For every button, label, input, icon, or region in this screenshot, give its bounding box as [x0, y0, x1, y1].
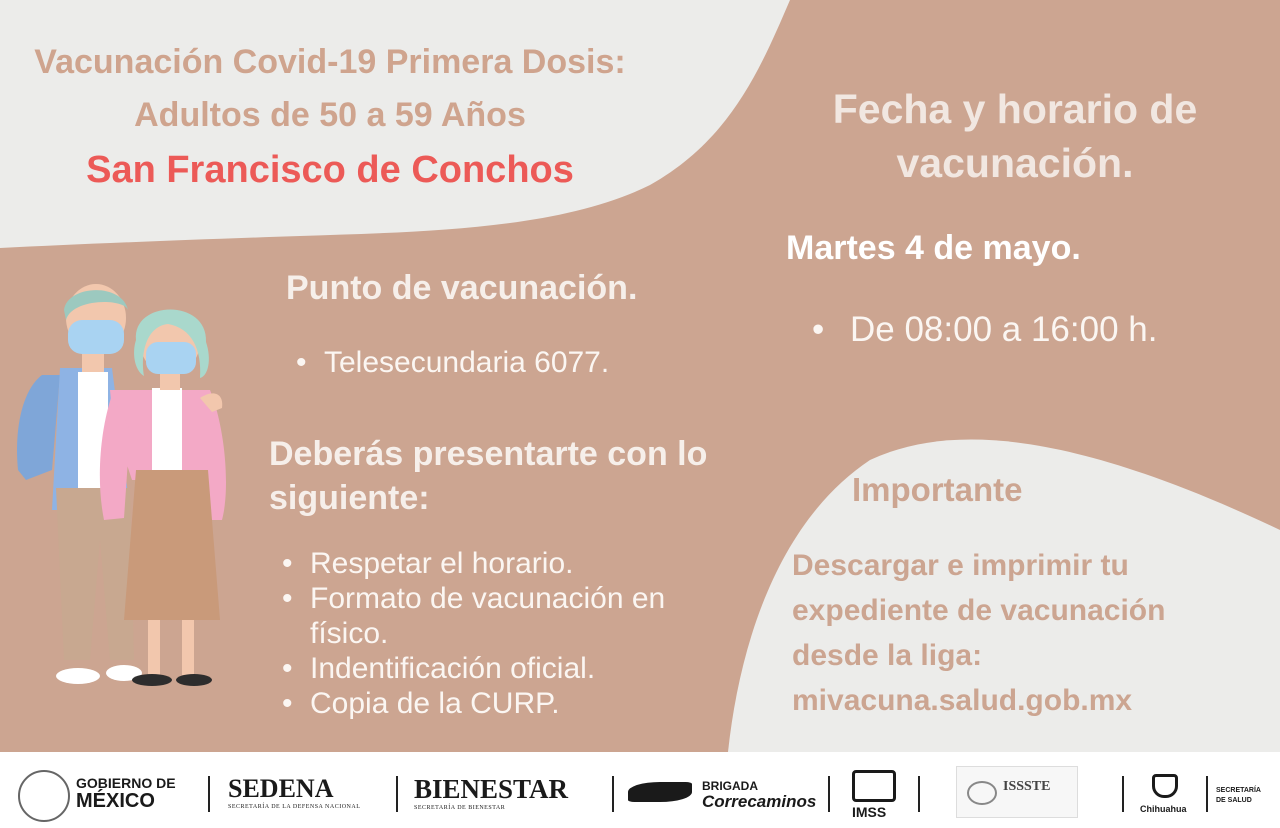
elderly-couple-illustration: [12, 280, 242, 700]
imss-logo: IMSS: [852, 804, 887, 820]
divider: [828, 776, 830, 812]
brigada-title: BRIGADA: [702, 779, 758, 793]
sedena-logo: [228, 774, 360, 810]
issste-logo: [956, 766, 1078, 818]
requirement-item: • Indentificación oficial.: [276, 651, 696, 686]
issste-title: ISSSTE: [1003, 779, 1051, 794]
salud-line1: SECRETARÍA: [1216, 787, 1261, 794]
gobierno-line1: GOBIERNO DE: [76, 775, 176, 791]
hours-list: [806, 310, 1157, 350]
mexico-seal-icon: [18, 770, 70, 822]
sponsor-logos-bar: [0, 752, 1280, 828]
requirement-item: • Copia de la CURP.: [276, 686, 696, 721]
important-heading: Importante: [852, 471, 1023, 508]
divider: [612, 776, 614, 812]
gobierno-line2: MÉXICO: [76, 790, 155, 812]
roadrunner-icon: [628, 782, 692, 802]
vaccine-link[interactable]: mivacuna.salud.gob.mx: [792, 684, 1133, 717]
hours-item: • De 08:00 a 16:00 h.: [806, 310, 1157, 350]
schedule-date: Martes 4 de mayo.: [786, 229, 1081, 267]
important-text: [792, 543, 1252, 723]
divider: [208, 776, 210, 812]
correcaminos-title: Correcaminos: [702, 792, 817, 811]
site-item: • Telesecundaria 6077.: [290, 346, 609, 380]
campaign-title: Vacunación Covid-19 Primera Dosis: Adultos de 50 a 59 Años: [34, 43, 626, 134]
divider: [1206, 776, 1208, 812]
gobierno-logo: [76, 774, 176, 811]
sedena-title: SEDENA: [228, 774, 334, 803]
chihuahua-shield-icon: [1152, 774, 1178, 798]
site-list: [290, 346, 609, 380]
bienestar-title: BIENESTAR: [414, 774, 569, 804]
site-heading: Punto de vacunación.: [286, 269, 638, 307]
sedena-subtitle: SECRETARÍA DE LA DEFENSA NACIONAL: [228, 804, 361, 810]
location-title: San Francisco de Conchos: [86, 149, 574, 191]
requirements-heading: Deberás presentarte con lo siguiente:: [269, 435, 708, 517]
salud-line2: DE SALUD: [1216, 797, 1252, 804]
bienestar-logo: [414, 774, 568, 811]
bienestar-subtitle: SECRETARÍA DE BIENESTAR: [414, 805, 506, 811]
divider: [396, 776, 398, 812]
divider: [1122, 776, 1124, 812]
requirement-item: • Respetar el horario.: [276, 546, 696, 581]
requirements-list: [276, 546, 696, 721]
brigada-logo: [702, 778, 816, 811]
important-instructions: Descargar e imprimir tu expediente de vacunación desde la liga:: [792, 549, 1166, 672]
salud-logo: [1216, 786, 1261, 806]
chihuahua-logo: Chihuahua: [1140, 804, 1187, 814]
requirement-item: • Formato de vacunación en físico.: [276, 581, 696, 651]
imss-eagle-icon: [852, 770, 896, 802]
issste-hands-icon: [967, 781, 997, 805]
divider: [918, 776, 920, 812]
schedule-heading: Fecha y horario de vacunación.: [832, 86, 1198, 186]
